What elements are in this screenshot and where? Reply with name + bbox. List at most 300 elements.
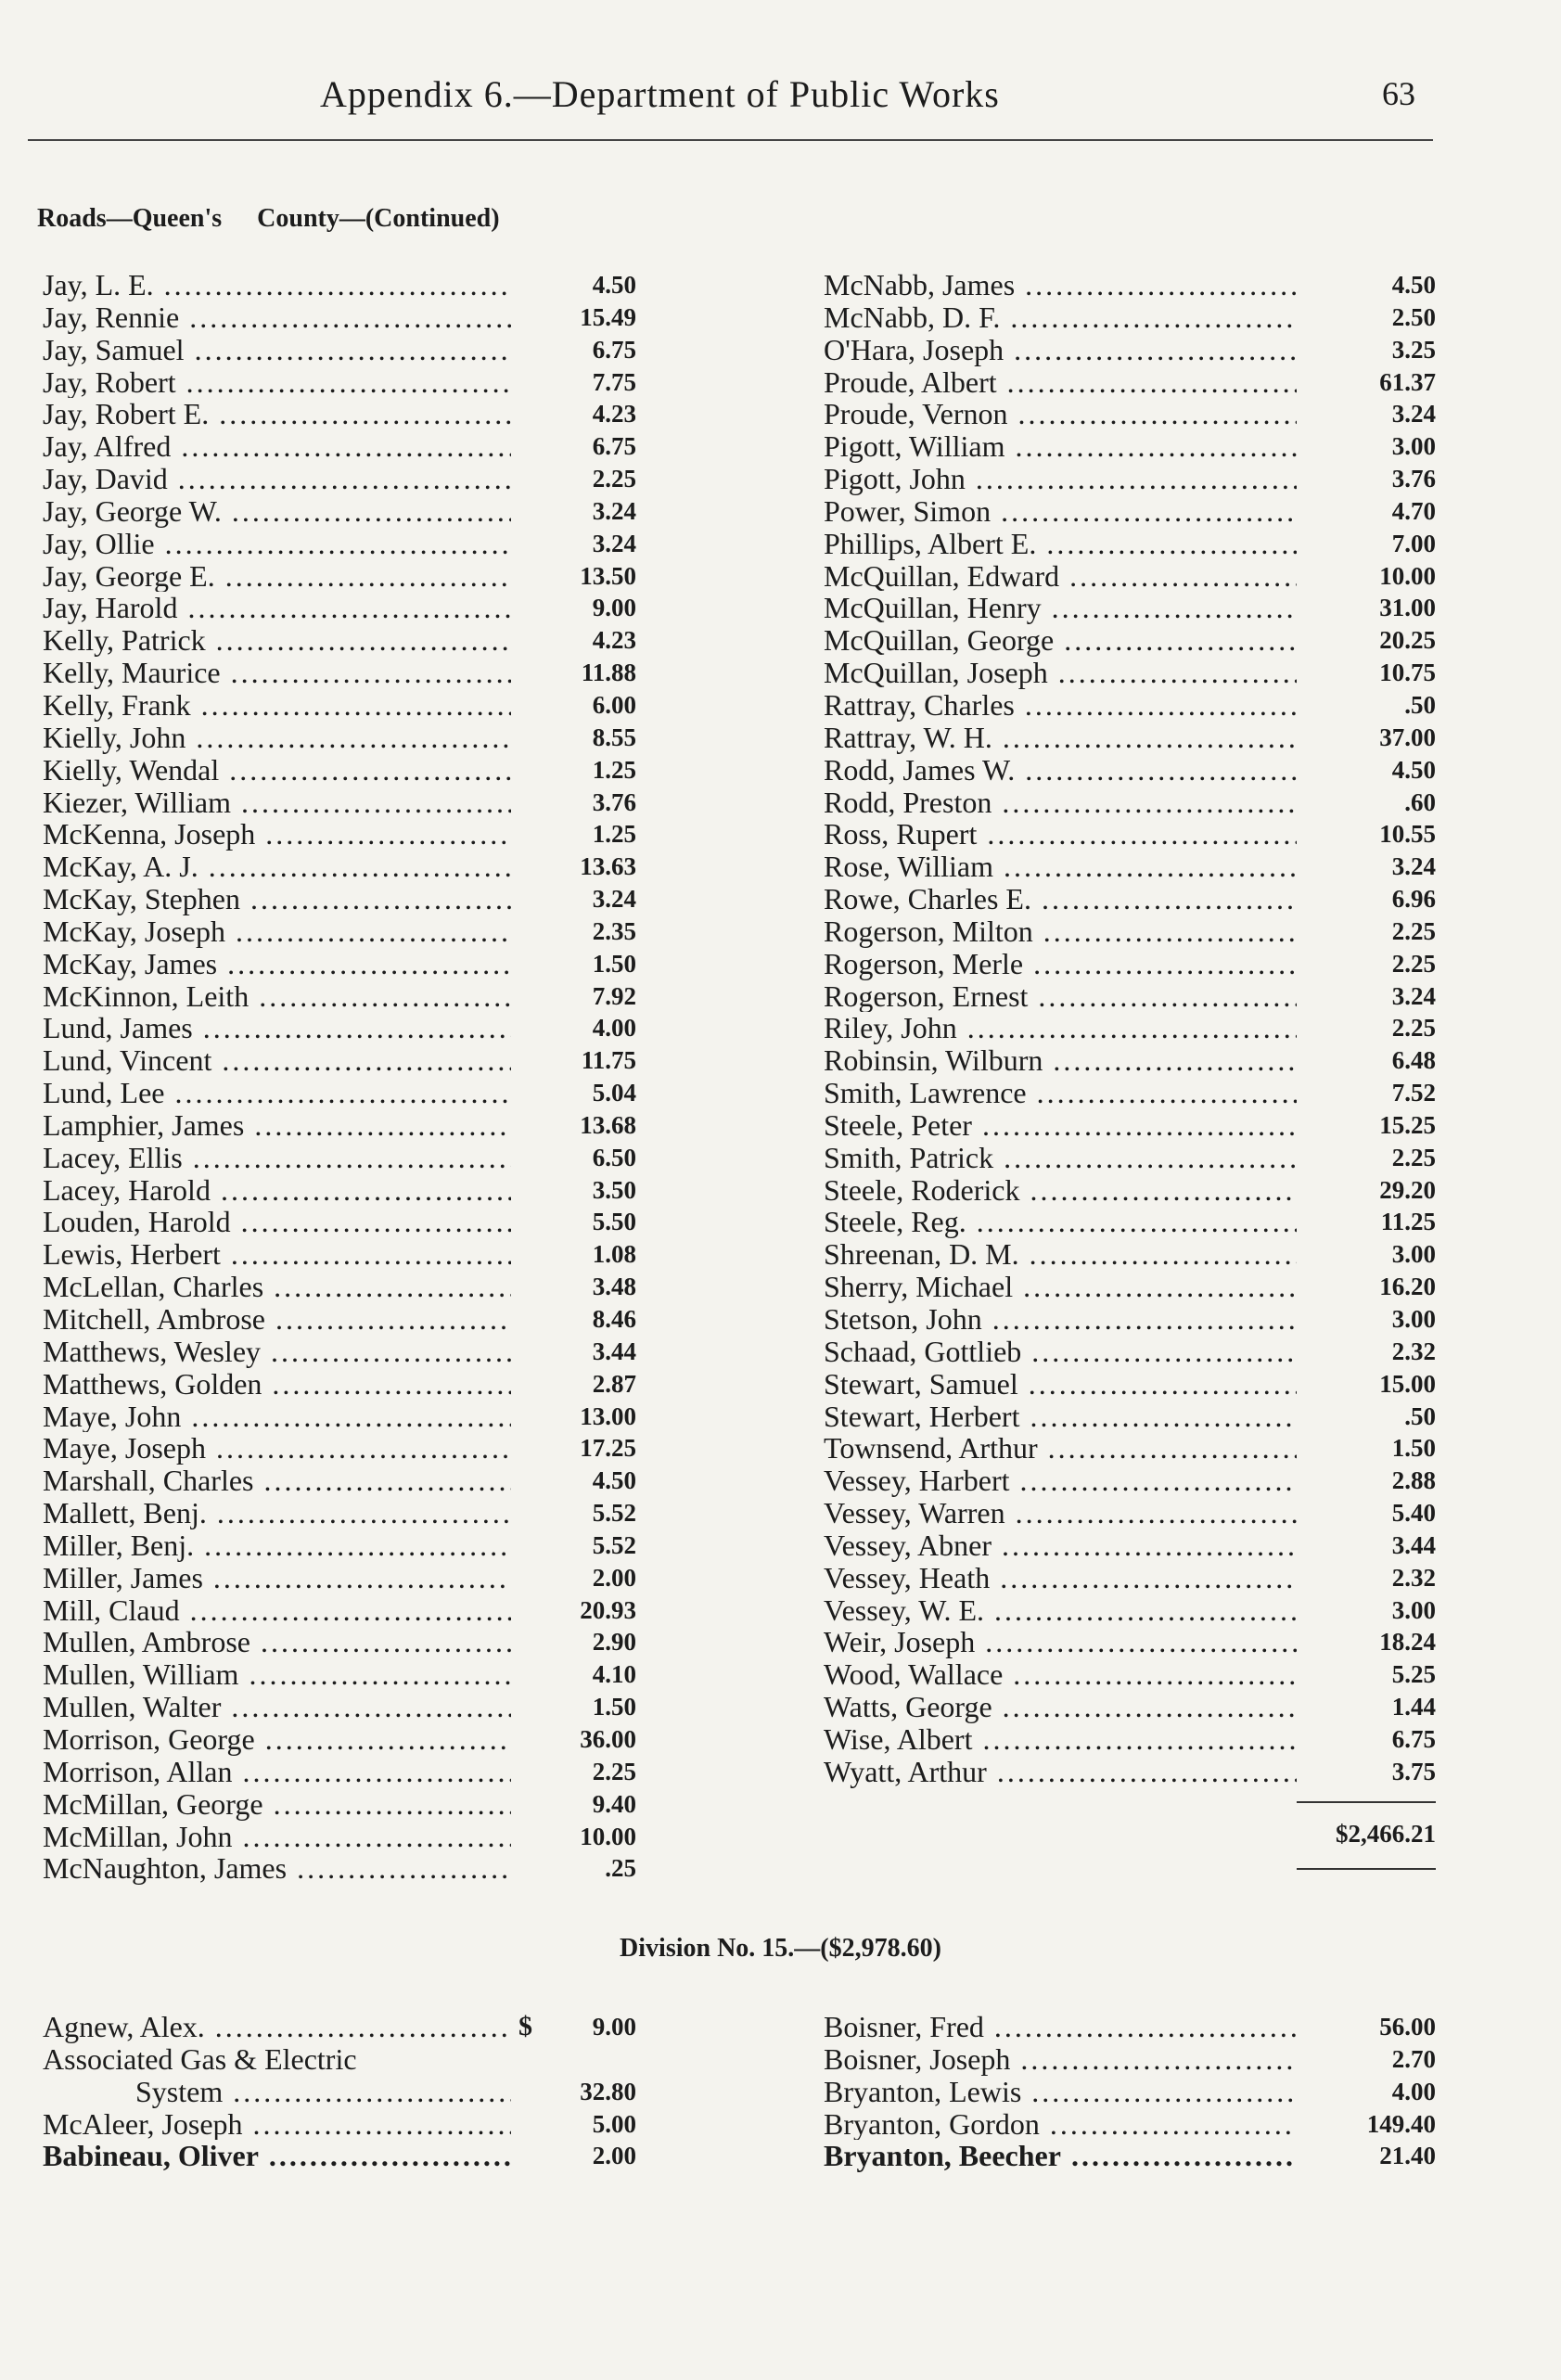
entry-name: McKay, Joseph .....: [43, 915, 511, 948]
entry-amount: 5.04: [592, 1079, 636, 1107]
entry-name: Smith, Lawrence .....: [824, 1077, 1297, 1109]
entry-amount: .50: [1404, 1401, 1436, 1430]
list-item: [824, 398, 1436, 430]
list-item: [824, 1206, 1436, 1238]
entry-name: Jay, Harold .....: [43, 592, 511, 624]
entry-amount: 4.50: [1391, 755, 1436, 784]
list-item: [824, 1401, 1436, 1433]
entry-amount: 4.00: [592, 1014, 636, 1043]
list-item: [824, 787, 1436, 819]
list-item: [43, 624, 636, 657]
entry-name: Lewis, Herbert .....: [43, 1238, 511, 1271]
entry-amount: 2.25: [1391, 949, 1436, 978]
entry-name: Steele, Peter .....: [824, 1109, 1297, 1142]
entry-name: Lund, Lee .....: [43, 1077, 511, 1109]
entry-amount: 3.24: [1391, 981, 1436, 1010]
entry-name: Jay, George E. .....: [43, 560, 511, 593]
entry-name: Mullen, William .....: [43, 1658, 511, 1691]
entry-name: Kielly, Wendal .....: [43, 754, 511, 787]
entry-name: Bryanton, Beecher .....: [824, 2140, 1297, 2172]
entry-name: McMillan, John .....: [43, 1821, 511, 1853]
entry-name: Jay, Ollie .....: [43, 528, 511, 560]
entry-amount: 2.90: [592, 1628, 636, 1657]
list-item: [824, 754, 1436, 787]
total-rule-bottom: [1297, 1868, 1436, 1870]
entry-amount: 5.25: [1391, 1660, 1436, 1689]
entry-amount: 10.00: [580, 1822, 636, 1850]
entry-name: Marshall, Charles .....: [43, 1465, 511, 1497]
list-item: [824, 915, 1436, 948]
entry-name: Stewart, Herbert .....: [824, 1401, 1297, 1433]
entry-amount: 5.52: [592, 1499, 636, 1528]
entry-name: Matthews, Wesley .....: [43, 1336, 511, 1368]
entry-name: Boisner, Joseph .....: [824, 2043, 1297, 2076]
list-item: [43, 1303, 636, 1336]
list-item: [43, 754, 636, 787]
entry-amount: 3.48: [592, 1273, 636, 1301]
list-item: [43, 528, 636, 560]
list-item: [43, 1271, 636, 1303]
page-title: Appendix 6.—Department of Public Works: [320, 73, 1000, 115]
list-item: [43, 1594, 636, 1627]
entry-name: Stewart, Samuel .....: [824, 1368, 1297, 1401]
entry-name: McKinnon, Leith .....: [43, 980, 511, 1013]
entry-amount: .60: [1404, 787, 1436, 816]
list-item: [43, 2140, 636, 2172]
entry-amount: 10.55: [1379, 820, 1436, 849]
entry-name: Ross, Rupert .....: [824, 818, 1297, 851]
list-item: [43, 1012, 636, 1044]
entry-name: Bryanton, Lewis .....: [824, 2076, 1297, 2108]
entry-name: Vessey, Warren .....: [824, 1497, 1297, 1529]
entry-amount: 10.00: [1379, 561, 1436, 590]
list-item: [824, 1658, 1436, 1691]
entry-name: Miller, Benj. .....: [43, 1529, 511, 1562]
entry-name: Rodd, James W. .....: [824, 754, 1297, 787]
list-item: [43, 1432, 636, 1465]
entry-amount: 4.10: [592, 1660, 636, 1689]
entry-name: Wood, Wallace .....: [824, 1658, 1297, 1691]
entry-amount: 20.25: [1379, 626, 1436, 655]
list-item: [43, 2076, 636, 2108]
list-item: [43, 1142, 636, 1174]
entry-name: Kielly, John .....: [43, 722, 511, 754]
entry-name: McQuillan, Henry .....: [824, 592, 1297, 624]
page-number: 63: [1382, 75, 1415, 112]
list-item: [43, 1658, 636, 1691]
entry-amount: 3.76: [592, 787, 636, 816]
entry-amount: 11.88: [581, 659, 636, 687]
list-item: [824, 980, 1436, 1013]
entry-name: Miller, James .....: [43, 1562, 511, 1594]
list-item: [43, 787, 636, 819]
entry-amount: 1.50: [1391, 1434, 1436, 1463]
entry-name: Jay, L. E. .....: [43, 269, 511, 301]
list-item: [43, 366, 636, 399]
entry-name: Power, Simon .....: [824, 495, 1297, 528]
list-item: [824, 1756, 1436, 1788]
list-item: [43, 689, 636, 722]
list-item: [824, 334, 1436, 366]
list-item: [43, 915, 636, 948]
entry-amount: 18.24: [1379, 1628, 1436, 1657]
list-item: [824, 1142, 1436, 1174]
entry-name: Pigott, William .....: [824, 430, 1297, 463]
entry-name: Babineau, Oliver .....: [43, 2140, 511, 2172]
list-item: [43, 592, 636, 624]
entry-name: McLellan, Charles .....: [43, 1271, 511, 1303]
list-item: [43, 2043, 636, 2076]
section-heading: [37, 204, 500, 234]
entry-name: Jay, Alfred .....: [43, 430, 511, 463]
entry-amount: 4.70: [1391, 496, 1436, 525]
entry-name: Rowe, Charles E. .....: [824, 883, 1297, 915]
list-item: [824, 722, 1436, 754]
list-item: [43, 1497, 636, 1529]
list-item: [824, 463, 1436, 495]
entry-amount: 3.00: [1391, 432, 1436, 461]
entry-amount: 29.20: [1379, 1175, 1436, 1204]
list-item: [824, 1109, 1436, 1142]
division-heading: Division No. 15.—($2,978.60): [620, 1934, 941, 1963]
entry-name: Watts, George .....: [824, 1691, 1297, 1723]
entry-amount: 3.50: [592, 1175, 636, 1204]
list-item: [824, 1465, 1436, 1497]
entry-name: Bryanton, Gordon .....: [824, 2108, 1297, 2141]
list-item: [43, 1368, 636, 1401]
list-item: [824, 592, 1436, 624]
entry-amount: 32.80: [580, 2077, 636, 2105]
entry-name: Vessey, Harbert .....: [824, 1465, 1297, 1497]
entry-amount: 2.87: [592, 1369, 636, 1398]
list-item: [824, 2011, 1436, 2043]
list-item: [43, 495, 636, 528]
entry-amount: 6.75: [592, 432, 636, 461]
list-item: [43, 1852, 636, 1885]
list-item: [824, 1238, 1436, 1271]
list-item: [43, 1529, 636, 1562]
list-item: [824, 2043, 1436, 2076]
entry-name: Rose, William .....: [824, 851, 1297, 883]
entry-amount: 4.50: [592, 271, 636, 299]
entry-amount: 13.50: [580, 561, 636, 590]
list-item: [43, 1401, 636, 1433]
entry-name: McKay, James .....: [43, 948, 511, 980]
list-item: [43, 2011, 636, 2043]
entry-amount: 2.35: [592, 916, 636, 945]
division-right-list: [824, 2011, 1436, 2172]
list-item: [43, 1626, 636, 1658]
list-item: [824, 1303, 1436, 1336]
entry-amount: 6.75: [592, 335, 636, 364]
list-item: [43, 301, 636, 334]
list-item: [824, 883, 1436, 915]
entry-amount: 20.93: [580, 1595, 636, 1624]
entry-amount: 1.25: [592, 820, 636, 849]
entry-amount: 2.32: [1391, 1337, 1436, 1365]
list-item: [824, 1174, 1436, 1207]
entry-name-continued: System .....: [43, 2076, 511, 2108]
entry-name: Associated Gas & Electric: [43, 2042, 357, 2076]
entry-amount: 4.23: [592, 400, 636, 429]
entry-name: Rogerson, Ernest .....: [824, 980, 1297, 1013]
entry-name: Pigott, John .....: [824, 463, 1297, 495]
entry-name: Lund, James .....: [43, 1012, 511, 1044]
list-item: [824, 560, 1436, 593]
entry-name: Vessey, Abner .....: [824, 1529, 1297, 1562]
list-item: [824, 851, 1436, 883]
entry-name: Proude, Vernon .....: [824, 398, 1297, 430]
entry-name: Louden, Harold .....: [43, 1206, 511, 1238]
list-item: [824, 1077, 1436, 1109]
list-item: [43, 1788, 636, 1821]
list-item: [43, 1562, 636, 1594]
list-item: [43, 1336, 636, 1368]
list-item: [824, 1562, 1436, 1594]
entry-name: Wyatt, Arthur .....: [824, 1756, 1297, 1788]
entry-name: Kiezer, William .....: [43, 787, 511, 819]
entry-amount: 3.76: [1391, 465, 1436, 493]
list-item: [43, 398, 636, 430]
entry-amount: 3.00: [1391, 1305, 1436, 1333]
list-item: [43, 1756, 636, 1788]
right-column-list: [824, 269, 1436, 1788]
list-item: [824, 269, 1436, 301]
list-item: [824, 1012, 1436, 1044]
entry-name: Stetson, John .....: [824, 1303, 1297, 1336]
entry-name: McKay, A. J. .....: [43, 851, 511, 883]
entry-name: Rogerson, Milton .....: [824, 915, 1297, 948]
list-item: [43, 560, 636, 593]
entry-name: Rattray, W. H. .....: [824, 722, 1297, 754]
list-item: [43, 851, 636, 883]
list-item: [43, 722, 636, 754]
entry-name: McQuillan, Edward .....: [824, 560, 1297, 593]
entry-amount: 56.00: [1379, 2013, 1436, 2041]
list-item: [43, 1723, 636, 1756]
list-item: [824, 1271, 1436, 1303]
entry-name: Jay, Robert .....: [43, 366, 511, 399]
entry-amount: 6.50: [592, 1143, 636, 1171]
entry-name: Boisner, Fred .....: [824, 2011, 1297, 2043]
entry-amount: 15.00: [1379, 1369, 1436, 1398]
entry-amount: 2.32: [1391, 1563, 1436, 1592]
entry-name: Rogerson, Merle .....: [824, 948, 1297, 980]
entry-amount: 17.25: [580, 1434, 636, 1463]
entry-name: Morrison, George .....: [43, 1723, 511, 1756]
entry-amount: 1.44: [1391, 1693, 1436, 1721]
entry-name: Rodd, Preston .....: [824, 787, 1297, 819]
entry-name: Agnew, Alex. .....: [43, 2011, 511, 2043]
entry-amount: 2.25: [1391, 1014, 1436, 1043]
list-item: [824, 1723, 1436, 1756]
entry-amount: 3.00: [1391, 1595, 1436, 1624]
entry-amount: 9.00: [592, 2013, 636, 2041]
entry-name: Jay, George W. .....: [43, 495, 511, 528]
list-item: [43, 269, 636, 301]
entry-amount: 13.63: [580, 852, 636, 881]
entry-name: McQuillan, Joseph .....: [824, 657, 1297, 689]
list-item: [824, 1594, 1436, 1627]
entry-name: Jay, Rennie .....: [43, 301, 511, 334]
entry-name: McAleer, Joseph .....: [43, 2108, 511, 2141]
entry-name: Mill, Claud .....: [43, 1594, 511, 1627]
list-item: [43, 883, 636, 915]
entry-amount: 3.00: [1391, 1240, 1436, 1269]
entry-amount: 6.00: [592, 690, 636, 719]
list-item: [824, 1497, 1436, 1529]
entry-amount: 6.48: [1391, 1046, 1436, 1075]
entry-amount: 16.20: [1379, 1273, 1436, 1301]
list-item: [824, 1691, 1436, 1723]
entry-amount: 3.24: [1391, 400, 1436, 429]
entry-name: Robinsin, Wilburn .....: [824, 1044, 1297, 1077]
list-item: [824, 624, 1436, 657]
entry-name: Jay, David .....: [43, 463, 511, 495]
entry-name: Lund, Vincent .....: [43, 1044, 511, 1077]
entry-amount: 2.50: [1391, 302, 1436, 331]
total-amount: $2,466.21: [1336, 1820, 1436, 1848]
page-header: [0, 72, 1561, 128]
entry-name: Lacey, Harold .....: [43, 1174, 511, 1207]
entry-name: McNabb, James .....: [824, 269, 1297, 301]
entry-name: Weir, Joseph .....: [824, 1626, 1297, 1658]
list-item: [824, 2108, 1436, 2141]
list-item: [43, 1691, 636, 1723]
entry-amount: 1.50: [592, 1693, 636, 1721]
entry-amount: 2.25: [592, 1757, 636, 1785]
entry-amount: 7.92: [592, 981, 636, 1010]
list-item: [824, 689, 1436, 722]
entry-amount: 3.24: [1391, 852, 1436, 881]
entry-amount: 8.55: [592, 723, 636, 751]
entry-name: McMillan, George .....: [43, 1788, 511, 1821]
entry-name: Schaad, Gottlieb .....: [824, 1336, 1297, 1368]
entry-amount: 3.44: [1391, 1530, 1436, 1559]
entry-name: McKay, Stephen .....: [43, 883, 511, 915]
entry-amount: 2.00: [592, 2142, 636, 2170]
list-item: [824, 1336, 1436, 1368]
entry-amount: 11.25: [1380, 1208, 1436, 1236]
entry-name: Maye, Joseph .....: [43, 1432, 511, 1465]
entry-amount: 1.50: [592, 949, 636, 978]
entry-amount: 2.25: [1391, 1143, 1436, 1171]
list-item: [43, 818, 636, 851]
entry-amount: 5.40: [1391, 1499, 1436, 1528]
entry-amount: 11.75: [581, 1046, 636, 1075]
list-item: [43, 1044, 636, 1077]
list-item: [824, 1529, 1436, 1562]
entry-amount: 149.40: [1366, 2109, 1436, 2138]
entry-name: Lamphier, James .....: [43, 1109, 511, 1142]
entry-amount: 1.08: [592, 1240, 636, 1269]
entry-name: Vessey, W. E. .....: [824, 1594, 1297, 1627]
list-item: [43, 948, 636, 980]
list-item: [824, 1432, 1436, 1465]
entry-amount: 1.25: [592, 755, 636, 784]
entry-name: Vessey, Heath .....: [824, 1562, 1297, 1594]
entry-amount: 6.96: [1391, 885, 1436, 914]
list-item: [43, 1206, 636, 1238]
entry-amount: 21.40: [1379, 2142, 1436, 2170]
entry-amount: 15.25: [1379, 1110, 1436, 1139]
section-heading-part1: Roads—Queen's: [37, 204, 223, 233]
entry-name: Jay, Samuel .....: [43, 334, 511, 366]
entry-name: Steele, Reg. .....: [824, 1206, 1297, 1238]
list-item: [824, 818, 1436, 851]
list-item: [43, 2108, 636, 2141]
entry-amount: 4.23: [592, 626, 636, 655]
entry-name: Steele, Roderick .....: [824, 1174, 1297, 1207]
entry-amount: 5.50: [592, 1208, 636, 1236]
dollar-sign: $: [518, 2011, 532, 2041]
entry-amount: 61.37: [1379, 367, 1436, 396]
entry-name: McNaughton, James .....: [43, 1852, 511, 1885]
entry-amount: 3.24: [592, 529, 636, 557]
list-item: [824, 2076, 1436, 2108]
entry-amount: 3.25: [1391, 335, 1436, 364]
total-rule-top: [1297, 1801, 1436, 1803]
entry-amount: 3.75: [1391, 1757, 1436, 1785]
entry-amount: 2.25: [592, 465, 636, 493]
entry-amount: 31.00: [1379, 594, 1436, 622]
entry-amount: 2.70: [1391, 2044, 1436, 2073]
list-item: [824, 1368, 1436, 1401]
entry-amount: 2.88: [1391, 1466, 1436, 1495]
list-item: [824, 1044, 1436, 1077]
entry-name: Jay, Robert E. .....: [43, 398, 511, 430]
entry-amount: 10.75: [1379, 659, 1436, 687]
entry-name: McNabb, D. F. .....: [824, 301, 1297, 334]
list-item: [43, 1109, 636, 1142]
entry-name: Riley, John .....: [824, 1012, 1297, 1044]
list-item: [43, 1174, 636, 1207]
entry-amount: 13.00: [580, 1401, 636, 1430]
list-item: [824, 948, 1436, 980]
list-item: [824, 301, 1436, 334]
entry-amount: 7.52: [1391, 1079, 1436, 1107]
list-item: [824, 528, 1436, 560]
entry-name: Mullen, Walter .....: [43, 1691, 511, 1723]
entry-name: Matthews, Golden .....: [43, 1368, 511, 1401]
entry-amount: 36.00: [580, 1724, 636, 1753]
left-column-list: [43, 269, 636, 1885]
entry-amount: .25: [605, 1854, 636, 1883]
division-left-list: [43, 2011, 636, 2172]
list-item: [824, 430, 1436, 463]
entry-amount: 5.00: [592, 2109, 636, 2138]
entry-name: Kelly, Maurice .....: [43, 657, 511, 689]
entry-name: McQuillan, George .....: [824, 624, 1297, 657]
entry-amount: 3.44: [592, 1337, 636, 1365]
list-item: [824, 2140, 1436, 2172]
section-heading-part2: County—(Continued): [257, 204, 500, 233]
entry-name: Lacey, Ellis .....: [43, 1142, 511, 1174]
entry-name: Maye, John .....: [43, 1401, 511, 1433]
list-item: [43, 980, 636, 1013]
entry-amount: .50: [1404, 690, 1436, 719]
entry-amount: 8.46: [592, 1305, 636, 1333]
entry-name: Smith, Patrick .....: [824, 1142, 1297, 1174]
entry-name: Proude, Albert .....: [824, 366, 1297, 399]
entry-name: McKenna, Joseph .....: [43, 818, 511, 851]
list-item: [824, 366, 1436, 399]
entry-amount: 13.68: [580, 1110, 636, 1139]
entry-amount: 9.40: [592, 1789, 636, 1818]
list-item: [43, 1465, 636, 1497]
header-rule: [28, 139, 1433, 141]
entry-amount: 7.00: [1391, 529, 1436, 557]
